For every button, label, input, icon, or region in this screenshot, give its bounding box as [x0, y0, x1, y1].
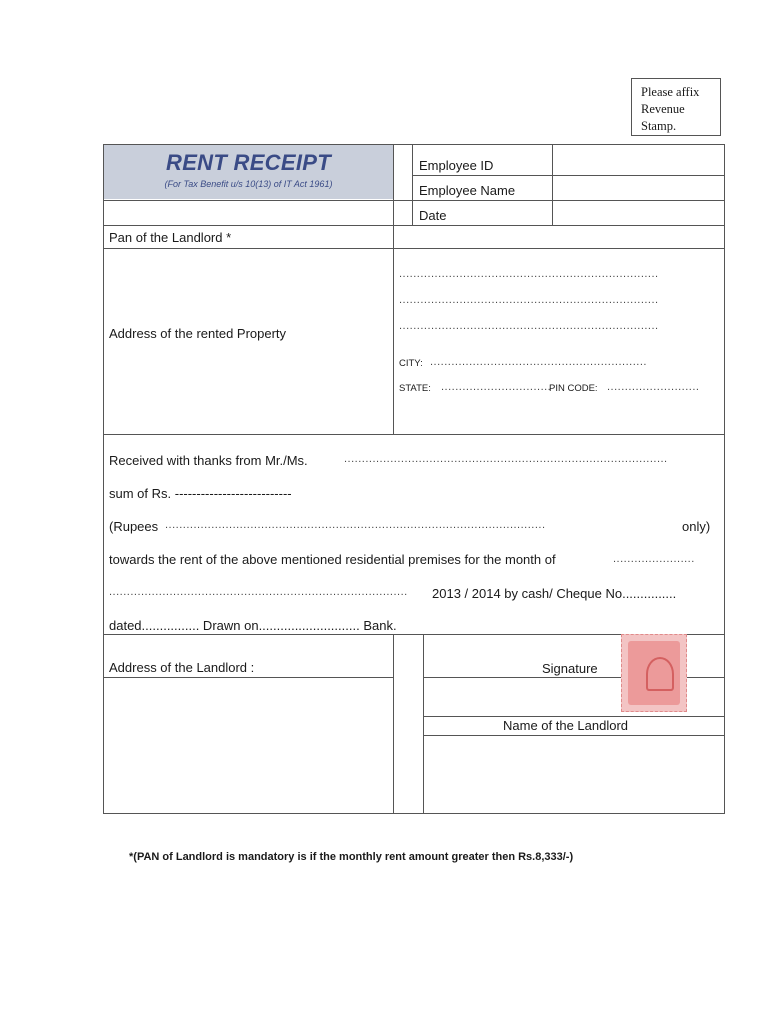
city-label: CITY:	[399, 358, 423, 369]
title-block	[104, 145, 393, 199]
dated-drawn-label: dated................ Drawn on............................ Bank.	[109, 618, 397, 633]
pan-landlord-label: Pan of the Landlord *	[109, 230, 232, 245]
received-from-field[interactable]: ...........................................................................................	[344, 453, 668, 465]
rupees-field[interactable]: ...........................................................................................................	[165, 519, 546, 531]
divider	[412, 144, 413, 225]
address-property-label: Address of the rented Property	[109, 326, 287, 341]
name-landlord-label: Name of the Landlord	[503, 718, 629, 733]
receipt-title: RENT RECEIPT	[166, 150, 331, 175]
address-line-2[interactable]: .........................................................................	[399, 294, 659, 306]
revenue-stamp-icon	[621, 634, 687, 712]
address-line-1[interactable]: .........................................................................	[399, 268, 659, 280]
emblem-icon	[646, 657, 674, 691]
city-field[interactable]: .............................................................	[430, 356, 647, 368]
divider	[423, 716, 725, 717]
rupees-label: (Rupees	[109, 519, 159, 534]
stamp-note-line1: Please affix	[641, 85, 700, 99]
signature-label: Signature	[542, 661, 598, 676]
receipt-subtitle: (For Tax Benefit u/s 10(13) of IT Act 1961)	[164, 179, 333, 189]
stamp-inner	[628, 641, 680, 705]
sum-rs-label: sum of Rs. ---------------------------	[109, 486, 292, 501]
address-line-3[interactable]: .........................................................................	[399, 320, 659, 332]
pan-footnote: *(PAN of Landlord is mandatory is if the monthly rent amount greater then Rs.8,333/-)	[129, 851, 574, 863]
rupees-only-label: only)	[682, 519, 711, 534]
address-landlord-field[interactable]	[104, 678, 392, 813]
state-label: STATE:	[399, 383, 431, 394]
date-label: Date	[419, 208, 447, 223]
year-cheque-label: 2013 / 2014 by cash/ Cheque No...............	[432, 586, 677, 601]
affix-stamp-note	[631, 78, 721, 136]
stamp-note-line2: Revenue	[641, 102, 685, 116]
divider	[393, 634, 394, 814]
towards-rent-label: towards the rent of the above mentioned residential premises for the month of	[109, 552, 556, 567]
name-landlord-field[interactable]	[424, 736, 724, 813]
address-landlord-label: Address of the Landlord :	[109, 660, 255, 675]
employee-name-field[interactable]	[553, 176, 724, 199]
date-field[interactable]	[553, 201, 724, 224]
employee-name-label: Employee Name	[419, 183, 516, 198]
state-field[interactable]: ...............................	[441, 381, 552, 393]
month-field[interactable]: .......................	[613, 553, 695, 565]
received-from-label: Received with thanks from Mr./Ms.	[109, 453, 308, 468]
pan-landlord-field[interactable]	[394, 226, 724, 247]
stamp-note-line3: Stamp.	[641, 119, 677, 133]
divider	[103, 434, 725, 435]
divider	[103, 248, 725, 249]
pin-code-label: PIN CODE:	[549, 383, 598, 394]
pin-code-field[interactable]: ..........................	[607, 381, 700, 393]
month-field-cont[interactable]: ....................................................................................	[109, 586, 408, 598]
divider	[393, 144, 394, 434]
employee-id-field[interactable]	[553, 145, 724, 174]
employee-id-label: Employee ID	[419, 158, 494, 173]
